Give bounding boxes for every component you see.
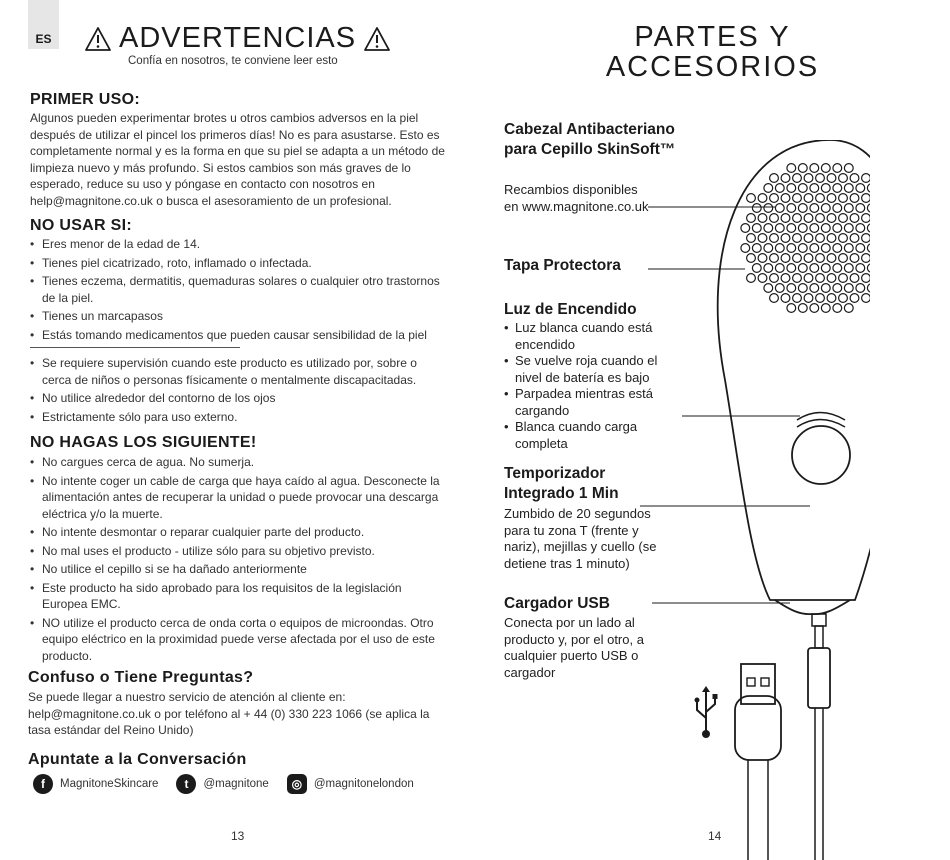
power-light-list xyxy=(504,320,676,452)
list-item: • Estrictamente sólo para uso externo. xyxy=(30,409,448,426)
do-not-use-list-2 xyxy=(30,355,448,427)
warning-icon xyxy=(364,26,390,52)
parts-title-line2: ACCESORIOS xyxy=(605,51,820,83)
timer-text: Zumbido de 20 segundos para tu zona T (frente y nariz), mejillas y cuello (se detiene tras 1 minuto) xyxy=(504,506,657,571)
usb-symbol-icon xyxy=(688,684,724,740)
list-item: • Eres menor de la edad de 14. xyxy=(30,236,448,253)
list-item: • No cargues cerca de agua. No sumerja. xyxy=(30,454,448,471)
parts-title xyxy=(585,22,840,82)
questions-heading: Confuso o Tiene Preguntas? xyxy=(28,669,254,686)
list-item: • Luz blanca cuando está encendido xyxy=(504,320,676,353)
list-item: • Se vuelve roja cuando el nivel de batería es bajo xyxy=(504,353,676,386)
list-item: • Tienes piel cicatrizado, roto, inflamado o infectada. xyxy=(30,255,448,272)
twitter-icon: t xyxy=(176,774,196,794)
brush-head-text: Recambios disponibles en www.magnitone.co.uk xyxy=(504,182,649,214)
do-not-use-heading: NO USAR SI: xyxy=(30,217,132,234)
social-links xyxy=(33,774,414,794)
page-number-left: 13 xyxy=(231,829,245,843)
instagram-icon: ◎ xyxy=(287,774,307,794)
timer-heading: Temporizador Integrado 1 Min xyxy=(504,465,619,502)
list-item: • No utilice el cepillo si se ha dañado anteriormente xyxy=(30,561,448,578)
do-not-heading: NO HAGAS LOS SIGUIENTE! xyxy=(30,434,257,451)
usb-charger-text: Conecta por un lado al producto y, por el otro, a cualquier puerto USB o cargador xyxy=(504,615,644,680)
facebook-handle[interactable]: MagnitoneSkincare xyxy=(60,778,159,790)
page-number-right: 14 xyxy=(708,829,722,843)
brush-head-heading: Cabezal Antibacteriano para Cepillo SkinSoft™ xyxy=(504,121,676,158)
instagram-handle[interactable]: @magnitonelondon xyxy=(313,778,414,790)
facebook-icon: f xyxy=(33,774,53,794)
cover-heading: Tapa Protectora xyxy=(504,257,621,274)
parts-title-line1: PARTES Y xyxy=(634,21,791,53)
list-item: • No mal uses el producto - utilize sólo para su objetivo previsto. xyxy=(30,543,448,560)
warnings-subtitle: Confía en nosotros, te conviene leer esto xyxy=(128,55,338,67)
list-item: • Estás tomando medicamentos que pueden causar sensibilidad de la piel xyxy=(30,327,448,344)
warnings-title-text: ADVERTENCIAS xyxy=(119,22,357,54)
warnings-title xyxy=(85,22,390,55)
list-item: • NO utilize el producto cerca de onda corta o equipos de microondas. Otro equipo eléctrico en la proximidad puede verse afectada por el uso de este producto. xyxy=(30,615,448,665)
power-light-heading: Luz de Encendido xyxy=(504,301,637,318)
questions-text: Se puede llegar a nuestro servicio de atención al cliente en: help@magnitone.co.uk o por teléfono al + 44 (0) 330 223 1066 (se aplica la tasa estándar del Reino Unido) xyxy=(28,690,430,737)
divider xyxy=(30,347,240,348)
first-use-heading: PRIMER USO: xyxy=(30,91,140,108)
list-item: • Tienes eczema, dermatitis, quemaduras solares o cualquier otro trastornos de la piel. xyxy=(30,273,448,306)
list-item: • No utilice alrededor del contorno de los ojos xyxy=(30,390,448,407)
list-item: • No intente desmontar o reparar cualquier parte del producto. xyxy=(30,524,448,541)
do-not-use-list xyxy=(30,236,448,345)
list-item: • Blanca cuando carga completa xyxy=(504,419,676,452)
usb-charger-heading: Cargador USB xyxy=(504,595,610,612)
list-item: • Tienes un marcapasos xyxy=(30,308,448,325)
list-item: • Parpadea mientras está cargando xyxy=(504,386,676,419)
list-item: • Este producto ha sido aprobado para los requisitos de la legislación Europea EMC. xyxy=(30,580,448,613)
twitter-handle[interactable]: @magnitone xyxy=(203,778,269,790)
list-item: • Se requiere supervisión cuando este producto es utilizado por, sobre o cerca de niños o personas físicamente o mentalmente discapacitadas. xyxy=(30,355,448,388)
first-use-text: Algunos pueden experimentar brotes u otros cambios adversos en la piel después de utilizar el pincel los primeros días! No es para asustarse. Esto es completamente normal y es la forma en que su piel se adapta a un método de limpieza nuevo y más profundo. Si estos cambios son más graves de lo esperado, reduce su uso y póngase en contacto con nosotros en help@magnitone.co.uk o busca el asesoramiento de un profesional. xyxy=(30,111,445,208)
social-heading: Apuntate a la Conversación xyxy=(28,751,247,768)
language-tab: ES xyxy=(28,0,59,49)
list-item: • No intente coger un cable de carga que haya caído al agua. Desconecte la alimentación antes de recuperar la unidad o puede provocar una descarga eléctrica y/o la muerte. xyxy=(30,473,448,523)
warning-icon xyxy=(85,26,111,52)
do-not-list xyxy=(30,454,448,666)
